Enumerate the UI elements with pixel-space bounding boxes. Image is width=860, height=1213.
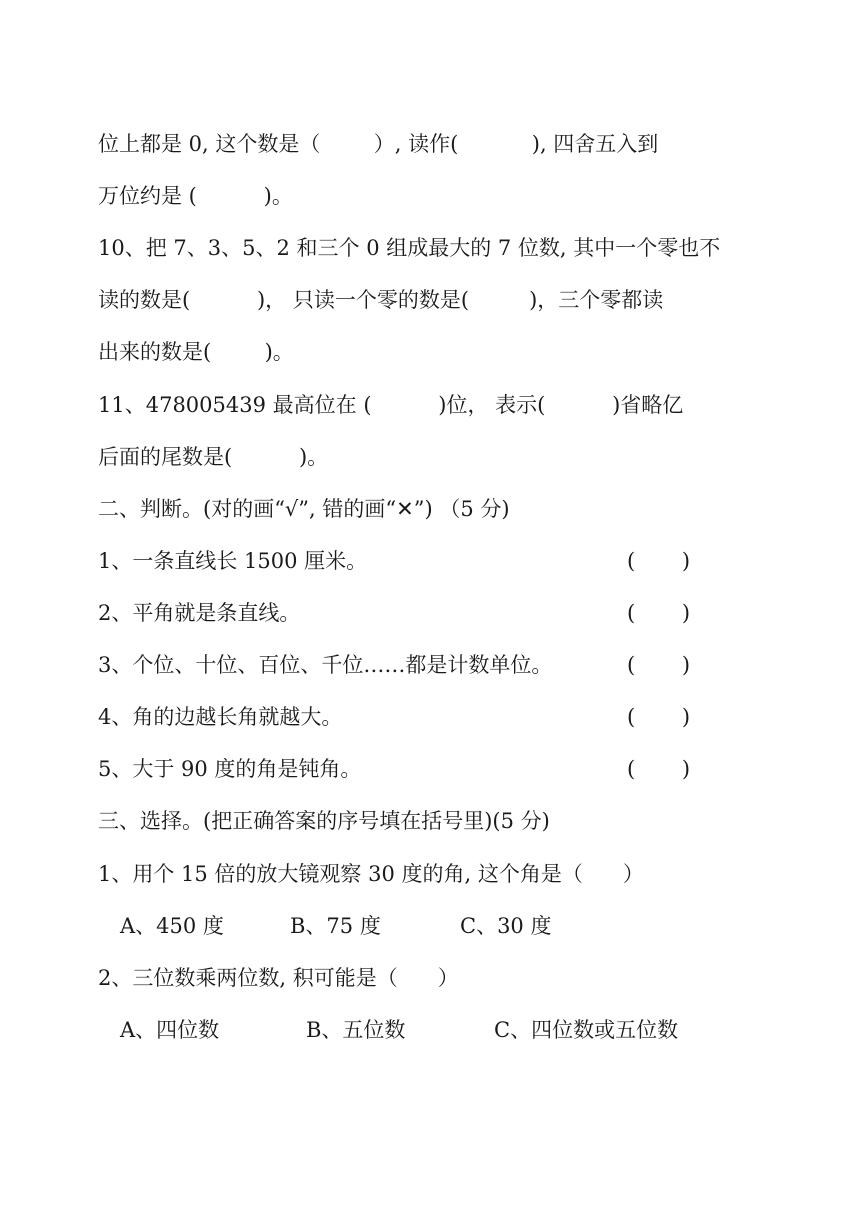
judge-item-1: 1、一条直线长 1500 厘米。	[98, 549, 368, 573]
judge-answer-blank-3[interactable]: ( )	[627, 653, 691, 677]
judge-answer-blank-5[interactable]: ( )	[627, 757, 691, 781]
choice-1-option-c[interactable]: C、30 度	[460, 914, 552, 938]
q11-line-1: 11、478005439 最高位在 ( )位， 表示( )省略亿	[98, 393, 684, 417]
q9-line-2: 万位约是 ( )。	[98, 184, 293, 208]
choice-question-1: 1、用个 15 倍的放大镜观察 30 度的角, 这个角是（ ）	[98, 862, 644, 886]
q11-line-2: 后面的尾数是( )。	[98, 445, 329, 469]
choice-2-option-b[interactable]: B、五位数	[306, 1018, 406, 1042]
judge-answer-blank-2[interactable]: ( )	[627, 601, 691, 625]
judge-item-5: 5、大于 90 度的角是钝角。	[98, 757, 362, 781]
judge-item-4: 4、角的边越长角就越大。	[98, 705, 343, 729]
choice-2-option-c[interactable]: C、四位数或五位数	[494, 1018, 679, 1042]
judge-item-2: 2、平角就是条直线。	[98, 601, 301, 625]
choice-1-option-b[interactable]: B、75 度	[290, 914, 381, 938]
judge-item-3: 3、个位、十位、百位、千位……都是计数单位。	[98, 653, 553, 677]
q10-line-3: 出来的数是( )。	[98, 340, 294, 364]
q10-line-1: 10、把 7、3、5、2 和三个 0 组成最大的 7 位数, 其中一个零也不	[98, 236, 721, 260]
judge-answer-blank-4[interactable]: ( )	[627, 705, 691, 729]
q10-line-2: 读的数是( )， 只读一个零的数是( )，三个零都读	[98, 288, 664, 312]
section-2-heading: 二、判断。(对的画“√”, 错的画“✕”) （5 分)	[98, 497, 510, 521]
q9-line-1: 位上都是 0, 这个数是（ ）, 读作( ), 四舍五入到	[98, 132, 659, 156]
choice-question-2: 2、三位数乘两位数, 积可能是（ ）	[98, 966, 459, 990]
choice-2-option-a[interactable]: A、四位数	[120, 1018, 220, 1042]
section-3-heading: 三、选择。(把正确答案的序号填在括号里)(5 分)	[98, 809, 550, 833]
judge-answer-blank-1[interactable]: ( )	[627, 549, 691, 573]
choice-1-option-a[interactable]: A、450 度	[120, 914, 224, 938]
